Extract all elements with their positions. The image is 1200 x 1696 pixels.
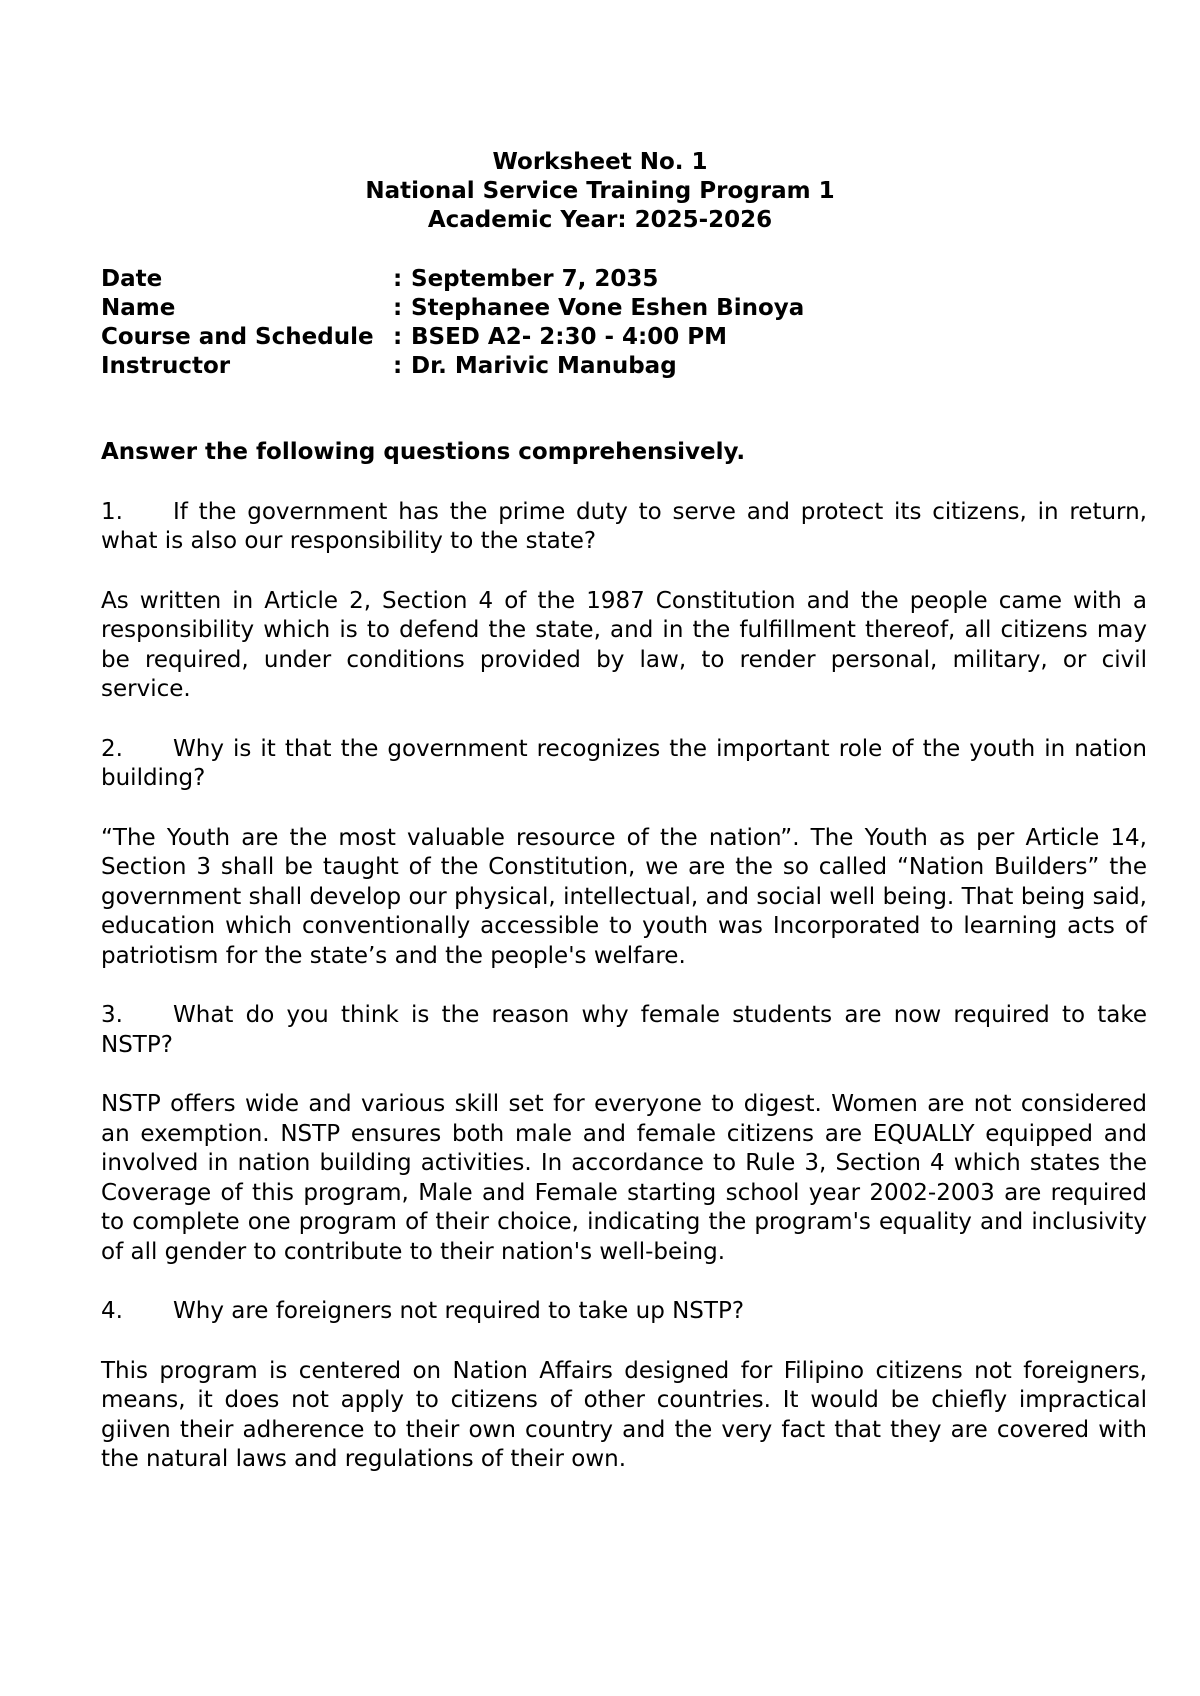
answer-4: This program is centered on Nation Affairs designed for Filipino citizens not foreigners, means, it does not apply to citizens of other countries. It would be chiefly impractical giiven their adherence to their own country and the very fact that they are covered with the natural laws and regulations of their own. xyxy=(101,1357,1147,1472)
info-value: Stephanee Vone Eshen Binoya xyxy=(411,295,805,321)
question-text: If the government has the prime duty to serve and protect its citizens, in return, what is also our responsibility to the state? xyxy=(101,498,1147,554)
program-title: National Service Training Program 1 xyxy=(365,178,835,204)
info-label: Instructor xyxy=(101,353,231,379)
info-label: Course and Schedule xyxy=(101,324,374,350)
question-2 xyxy=(101,735,1147,794)
info-row-name xyxy=(101,294,804,323)
answer-3: NSTP offers wide and various skill set for everyone to digest. Women are not considered an exemption. NSTP ensures both male and female citizens are EQUALLY equipped and involved in nation building activities. In accordance to Rule 3, Section 4 which states the Coverage of this program, Male and Female starting school year 2002-2003 are required to complete one program of their choice, indicating the program's equality and inclusivity of all gender to contribute to their nation's well-being. xyxy=(101,1091,1147,1265)
document-header xyxy=(0,148,1200,235)
info-value: September 7, 2035 xyxy=(411,266,659,292)
info-row-course xyxy=(101,323,804,352)
academic-year: Academic Year: 2025-2026 xyxy=(427,207,773,233)
question-number: 3. xyxy=(101,1002,123,1028)
info-label: Date xyxy=(101,266,163,292)
info-label: Name xyxy=(101,295,176,321)
info-row-instructor xyxy=(101,352,804,381)
info-row-date xyxy=(101,265,804,294)
question-1 xyxy=(101,498,1147,557)
question-number: 1. xyxy=(101,498,123,525)
answer-2: “The Youth are the most valuable resource of the nation”. The Youth as per Article 14, Section 3 shall be taught of the Constitution, we are the so called “Nation Builders” the government shall develop our physical, intellectual, and social well being. That being said, education which conventionally accessible to youth was Incorporated to learning acts of patriotism for the state’s and the people's welfare. xyxy=(101,824,1147,969)
info-value: BSED A2- 2:30 - 4:00 PM xyxy=(411,324,727,350)
question-text: What do you think is the reason why female students are now required to take NSTP? xyxy=(101,1002,1147,1058)
instruction-text: Answer the following questions comprehensively. xyxy=(101,439,746,465)
info-separator: : xyxy=(393,295,403,321)
info-value: Dr. Marivic Manubag xyxy=(411,353,677,379)
info-separator: : xyxy=(393,353,403,379)
worksheet-content xyxy=(101,438,1147,1505)
worksheet-title: Worksheet No. 1 xyxy=(492,149,708,175)
student-info xyxy=(101,265,804,381)
question-number: 4. xyxy=(101,1298,123,1324)
info-separator: : xyxy=(393,324,403,350)
question-3 xyxy=(101,1001,1147,1060)
question-text: Why is it that the government recognizes the important role of the youth in nation building? xyxy=(101,735,1147,791)
info-separator: : xyxy=(393,266,403,292)
question-text: Why are foreigners not required to take up NSTP? xyxy=(173,1298,745,1324)
question-number: 2. xyxy=(101,735,123,762)
answer-1: As written in Article 2, Section 4 of the 1987 Constitution and the people came with a responsibility which is to defend the state, and in the fulfillment thereof, all citizens may be required, under conditions provided by law, to render personal, military, or civil service. xyxy=(101,587,1147,702)
question-4 xyxy=(101,1297,1147,1327)
